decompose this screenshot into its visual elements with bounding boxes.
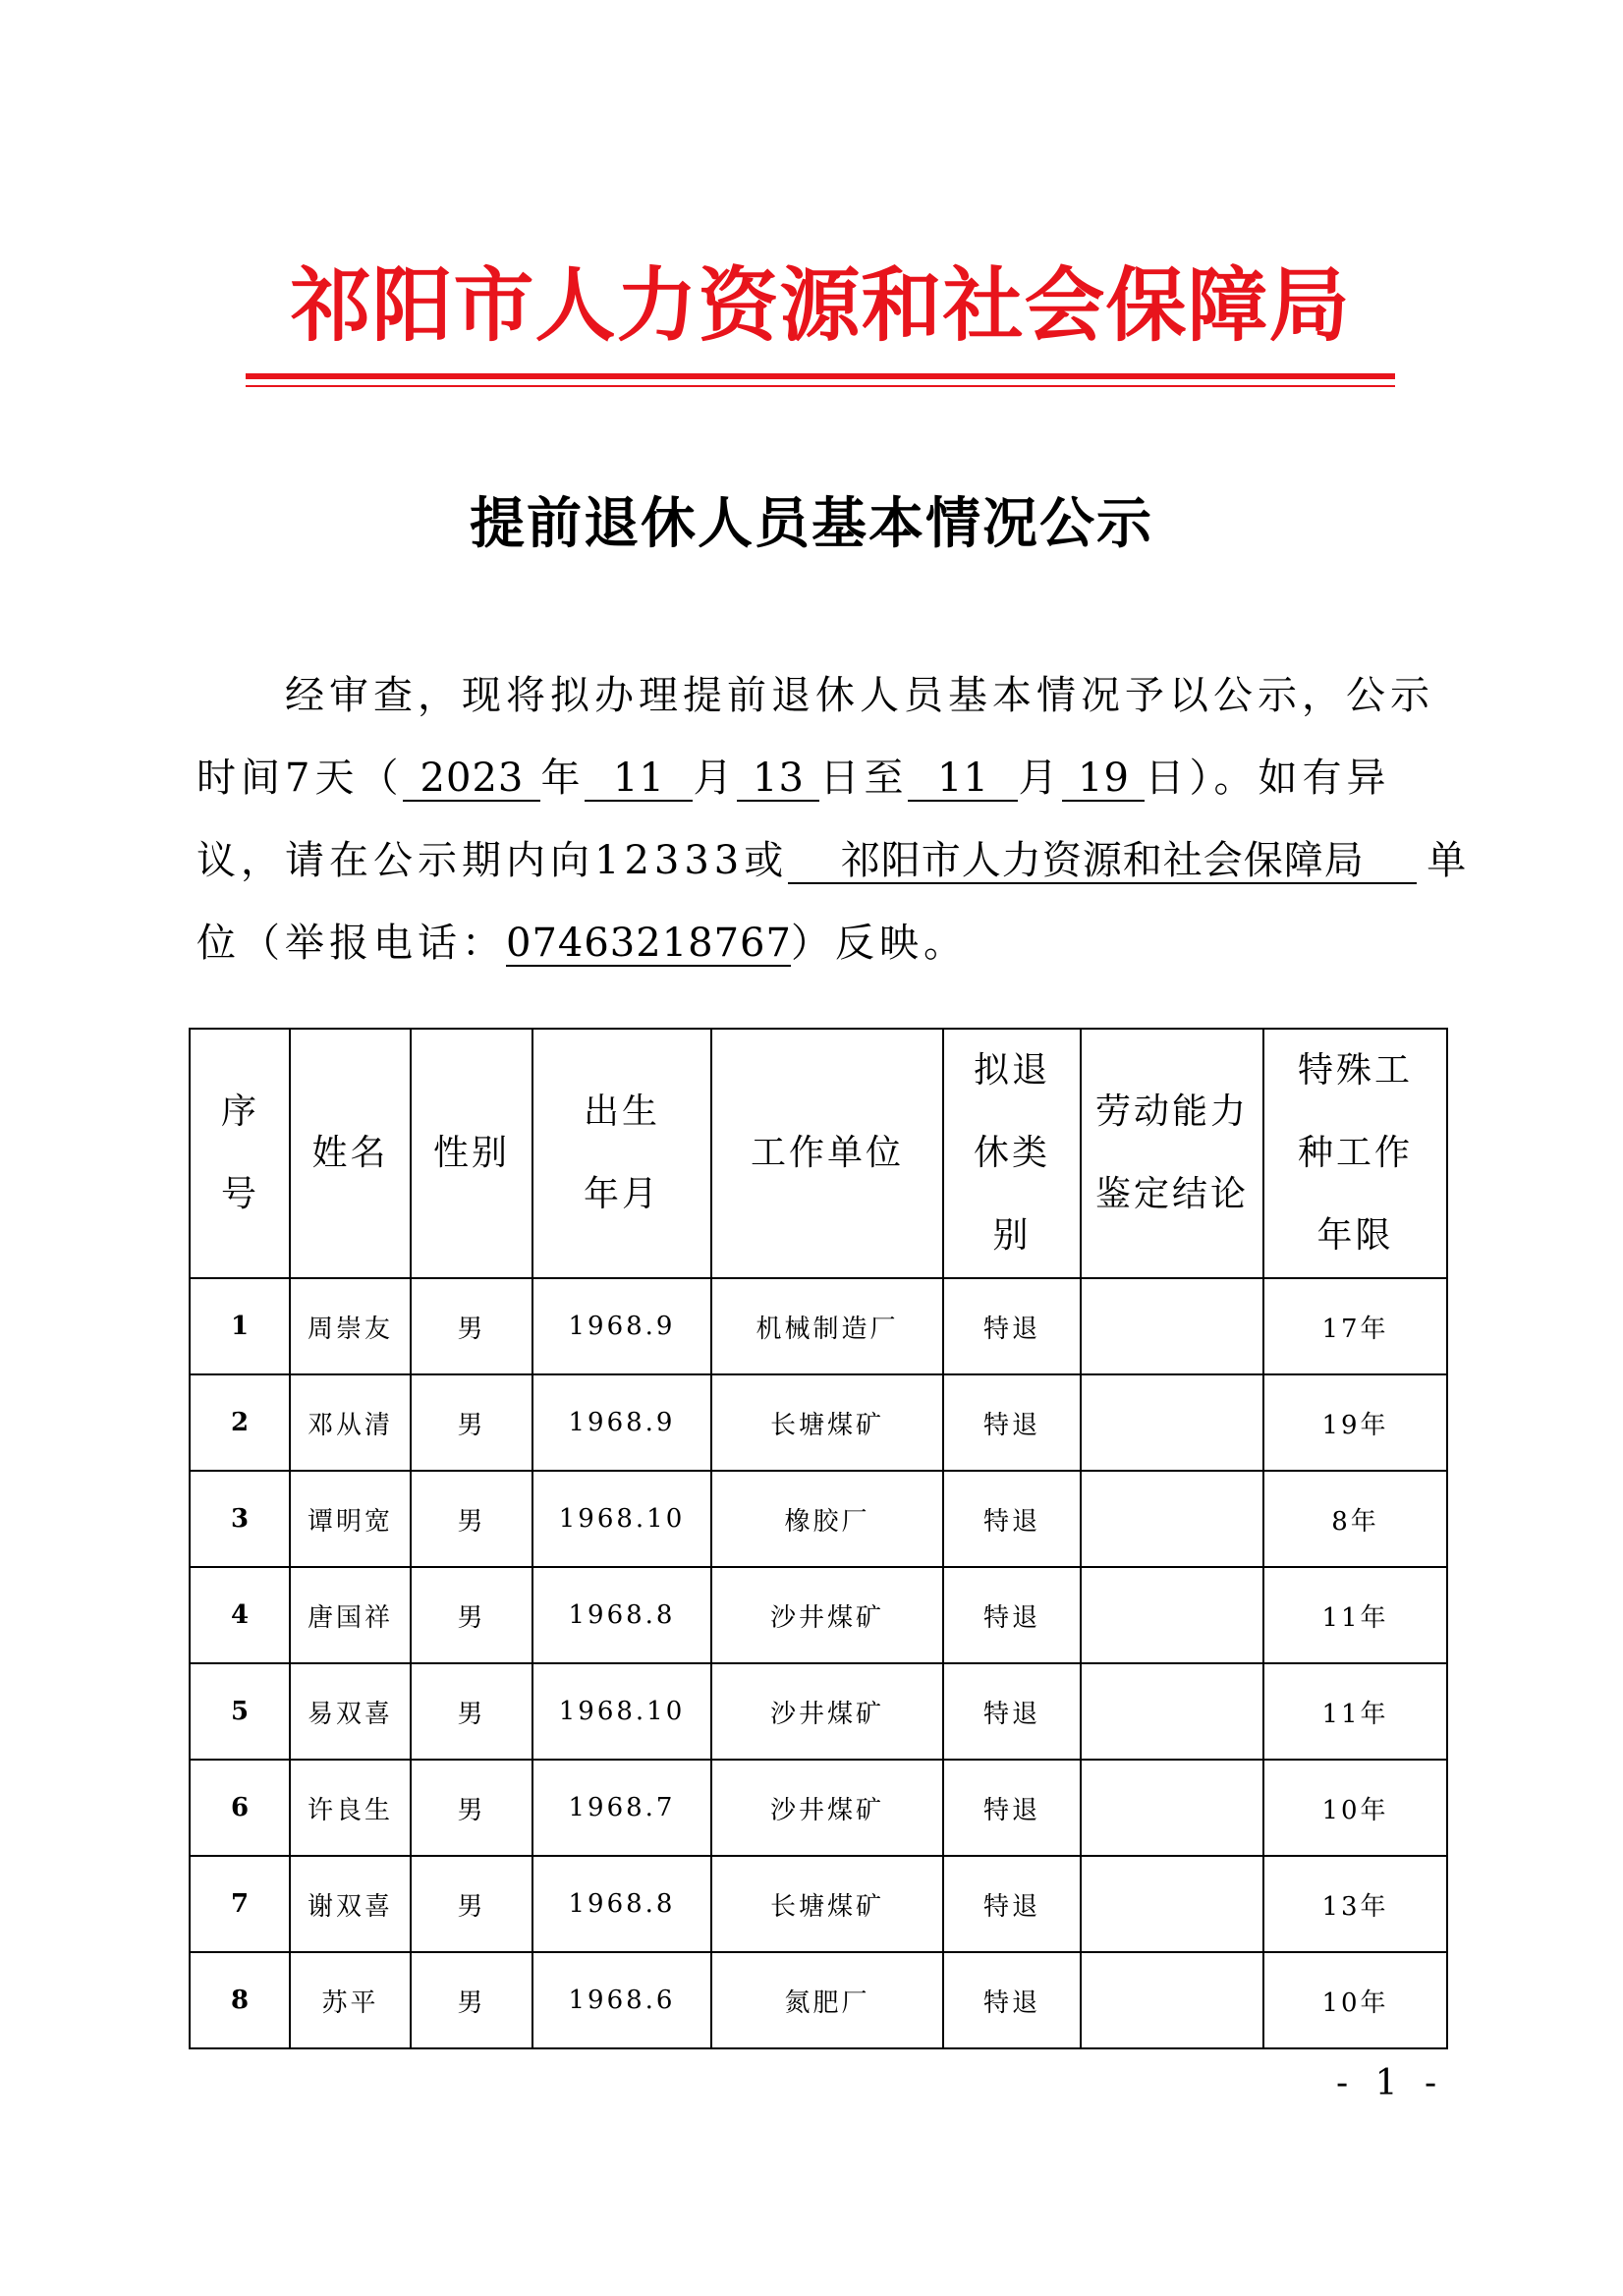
cell-birth: 1968.9 <box>532 1278 711 1374</box>
cell-unit: 沙井煤矿 <box>711 1567 943 1663</box>
notice-line-4 <box>196 902 1434 984</box>
cell-seq: 7 <box>190 1856 290 1952</box>
cell-special-years: 17年 <box>1263 1278 1447 1374</box>
cell-unit: 长塘煤矿 <box>711 1374 943 1471</box>
notice-line-3-suffix: 单 <box>1427 838 1472 883</box>
cell-name: 谭明宽 <box>290 1471 411 1567</box>
document-title: 提前退休人员基本情况公示 <box>470 491 1153 556</box>
cell-gender: 男 <box>411 1471 532 1567</box>
header-birth-label: 出生年月 <box>583 1092 660 1214</box>
cell-retire-type: 特退 <box>943 1567 1081 1663</box>
cell-special-years: 10年 <box>1263 1952 1447 2048</box>
table-row <box>190 1567 1447 1663</box>
notice-line-3-prefix: 议，请在公示期内向12333或 <box>196 838 789 883</box>
cell-unit: 橡胶厂 <box>711 1471 943 1567</box>
table-row <box>190 1278 1447 1374</box>
year-unit: 年 <box>540 756 586 801</box>
start-year-field: 2023 <box>403 756 540 802</box>
cell-seq: 4 <box>190 1567 290 1663</box>
notice-line-1: 经审查，现将拟办理提前退休人员基本情况予以公示，公示 <box>285 673 1434 718</box>
phone-field: 07463218767 <box>506 921 792 966</box>
header-ability <box>1081 1029 1263 1278</box>
header-name-label: 姓名 <box>311 1133 389 1173</box>
cell-seq: 2 <box>190 1374 290 1471</box>
cell-name: 谢双喜 <box>290 1856 411 1952</box>
cell-gender: 男 <box>411 1567 532 1663</box>
header-ability-label: 劳动能力鉴定结论 <box>1094 1092 1249 1214</box>
cell-gender: 男 <box>411 1663 532 1760</box>
cell-name: 周崇友 <box>290 1278 411 1374</box>
start-day-field: 13 <box>737 756 819 802</box>
cell-special-years: 19年 <box>1263 1374 1447 1471</box>
notice-line-3 <box>196 819 1472 902</box>
table-row <box>190 1952 1447 2048</box>
cell-gender: 男 <box>411 1856 532 1952</box>
letterhead-red-rule <box>246 373 1395 379</box>
cell-retire-type: 特退 <box>943 1374 1081 1471</box>
cell-ability <box>1081 1663 1263 1760</box>
cell-unit: 氮肥厂 <box>711 1952 943 2048</box>
cell-special-years: 13年 <box>1263 1856 1447 1952</box>
cell-unit: 机械制造厂 <box>711 1278 943 1374</box>
table-row <box>190 1663 1447 1760</box>
header-unit-label: 工作单位 <box>750 1133 904 1173</box>
header-unit <box>711 1029 943 1278</box>
header-seq <box>190 1029 290 1278</box>
cell-gender: 男 <box>411 1952 532 2048</box>
cell-name: 苏平 <box>290 1952 411 2048</box>
notice-line-4-suffix: ）反映。 <box>791 921 968 966</box>
cell-retire-type: 特退 <box>943 1471 1081 1567</box>
cell-retire-type: 特退 <box>943 1278 1081 1374</box>
notice-line-2 <box>196 737 1434 819</box>
cell-seq: 3 <box>190 1471 290 1567</box>
cell-gender: 男 <box>411 1760 532 1856</box>
header-retire-type <box>943 1029 1081 1278</box>
cell-unit: 沙井煤矿 <box>711 1760 943 1856</box>
cell-special-years: 11年 <box>1263 1663 1447 1760</box>
cell-ability <box>1081 1374 1263 1471</box>
cell-birth: 1968.10 <box>532 1663 711 1760</box>
cell-retire-type: 特退 <box>943 1952 1081 2048</box>
header-special-years <box>1263 1029 1447 1278</box>
end-month-unit: 月 <box>1018 756 1063 801</box>
cell-name: 唐国祥 <box>290 1567 411 1663</box>
cell-special-years: 10年 <box>1263 1760 1447 1856</box>
cell-ability <box>1081 1471 1263 1567</box>
month-unit: 月 <box>693 756 738 801</box>
cell-seq: 6 <box>190 1760 290 1856</box>
cell-ability <box>1081 1952 1263 2048</box>
end-day-field: 19 <box>1062 756 1145 802</box>
table-row <box>190 1471 1447 1567</box>
cell-birth: 1968.8 <box>532 1856 711 1952</box>
header-gender <box>411 1029 532 1278</box>
notice-line-2-prefix: 时间7天（ <box>196 756 404 801</box>
cell-special-years: 11年 <box>1263 1567 1447 1663</box>
notice-line-4-prefix: 位（举报电话： <box>196 921 506 966</box>
start-month-field: 11 <box>585 756 693 802</box>
header-retire-type-label: 拟退休类别 <box>973 1050 1050 1256</box>
letterhead-org-name: 祁阳市人力资源和社会保障局 <box>290 258 1351 353</box>
cell-special-years: 8年 <box>1263 1471 1447 1567</box>
page-number: - 1 - <box>1336 2063 1445 2103</box>
notice-line-2-suffix: 日）。如有异 <box>1145 756 1391 801</box>
cell-birth: 1968.6 <box>532 1952 711 2048</box>
cell-birth: 1968.7 <box>532 1760 711 1856</box>
cell-name: 许良生 <box>290 1760 411 1856</box>
cell-retire-type: 特退 <box>943 1663 1081 1760</box>
header-gender-label: 性别 <box>432 1133 510 1173</box>
cell-seq: 8 <box>190 1952 290 2048</box>
cell-gender: 男 <box>411 1374 532 1471</box>
cell-retire-type: 特退 <box>943 1760 1081 1856</box>
cell-seq: 5 <box>190 1663 290 1760</box>
day-to-text: 日至 <box>819 756 909 801</box>
cell-unit: 长塘煤矿 <box>711 1856 943 1952</box>
cell-birth: 1968.10 <box>532 1471 711 1567</box>
end-month-field: 11 <box>908 756 1018 802</box>
cell-ability <box>1081 1278 1263 1374</box>
table-row <box>190 1856 1447 1952</box>
cell-birth: 1968.8 <box>532 1567 711 1663</box>
header-name <box>290 1029 411 1278</box>
letterhead-red-rule-thin <box>246 385 1395 387</box>
cell-ability <box>1081 1567 1263 1663</box>
cell-ability <box>1081 1856 1263 1952</box>
table-row <box>190 1374 1447 1471</box>
cell-unit: 沙井煤矿 <box>711 1663 943 1760</box>
cell-name: 邓从清 <box>290 1374 411 1471</box>
cell-gender: 男 <box>411 1278 532 1374</box>
header-seq-label: 序号 <box>221 1092 260 1214</box>
table-row <box>190 1760 1447 1856</box>
cell-retire-type: 特退 <box>943 1856 1081 1952</box>
cell-seq: 1 <box>190 1278 290 1374</box>
cell-birth: 1968.9 <box>532 1374 711 1471</box>
contact-org-field: 祁阳市人力资源和社会保障局 <box>788 839 1417 884</box>
header-birth <box>532 1029 711 1278</box>
retirees-table <box>189 1028 1448 2049</box>
header-special-years-label: 特殊工种工作年限 <box>1297 1050 1413 1256</box>
table-header-row <box>190 1029 1447 1278</box>
cell-name: 易双喜 <box>290 1663 411 1760</box>
cell-ability <box>1081 1760 1263 1856</box>
